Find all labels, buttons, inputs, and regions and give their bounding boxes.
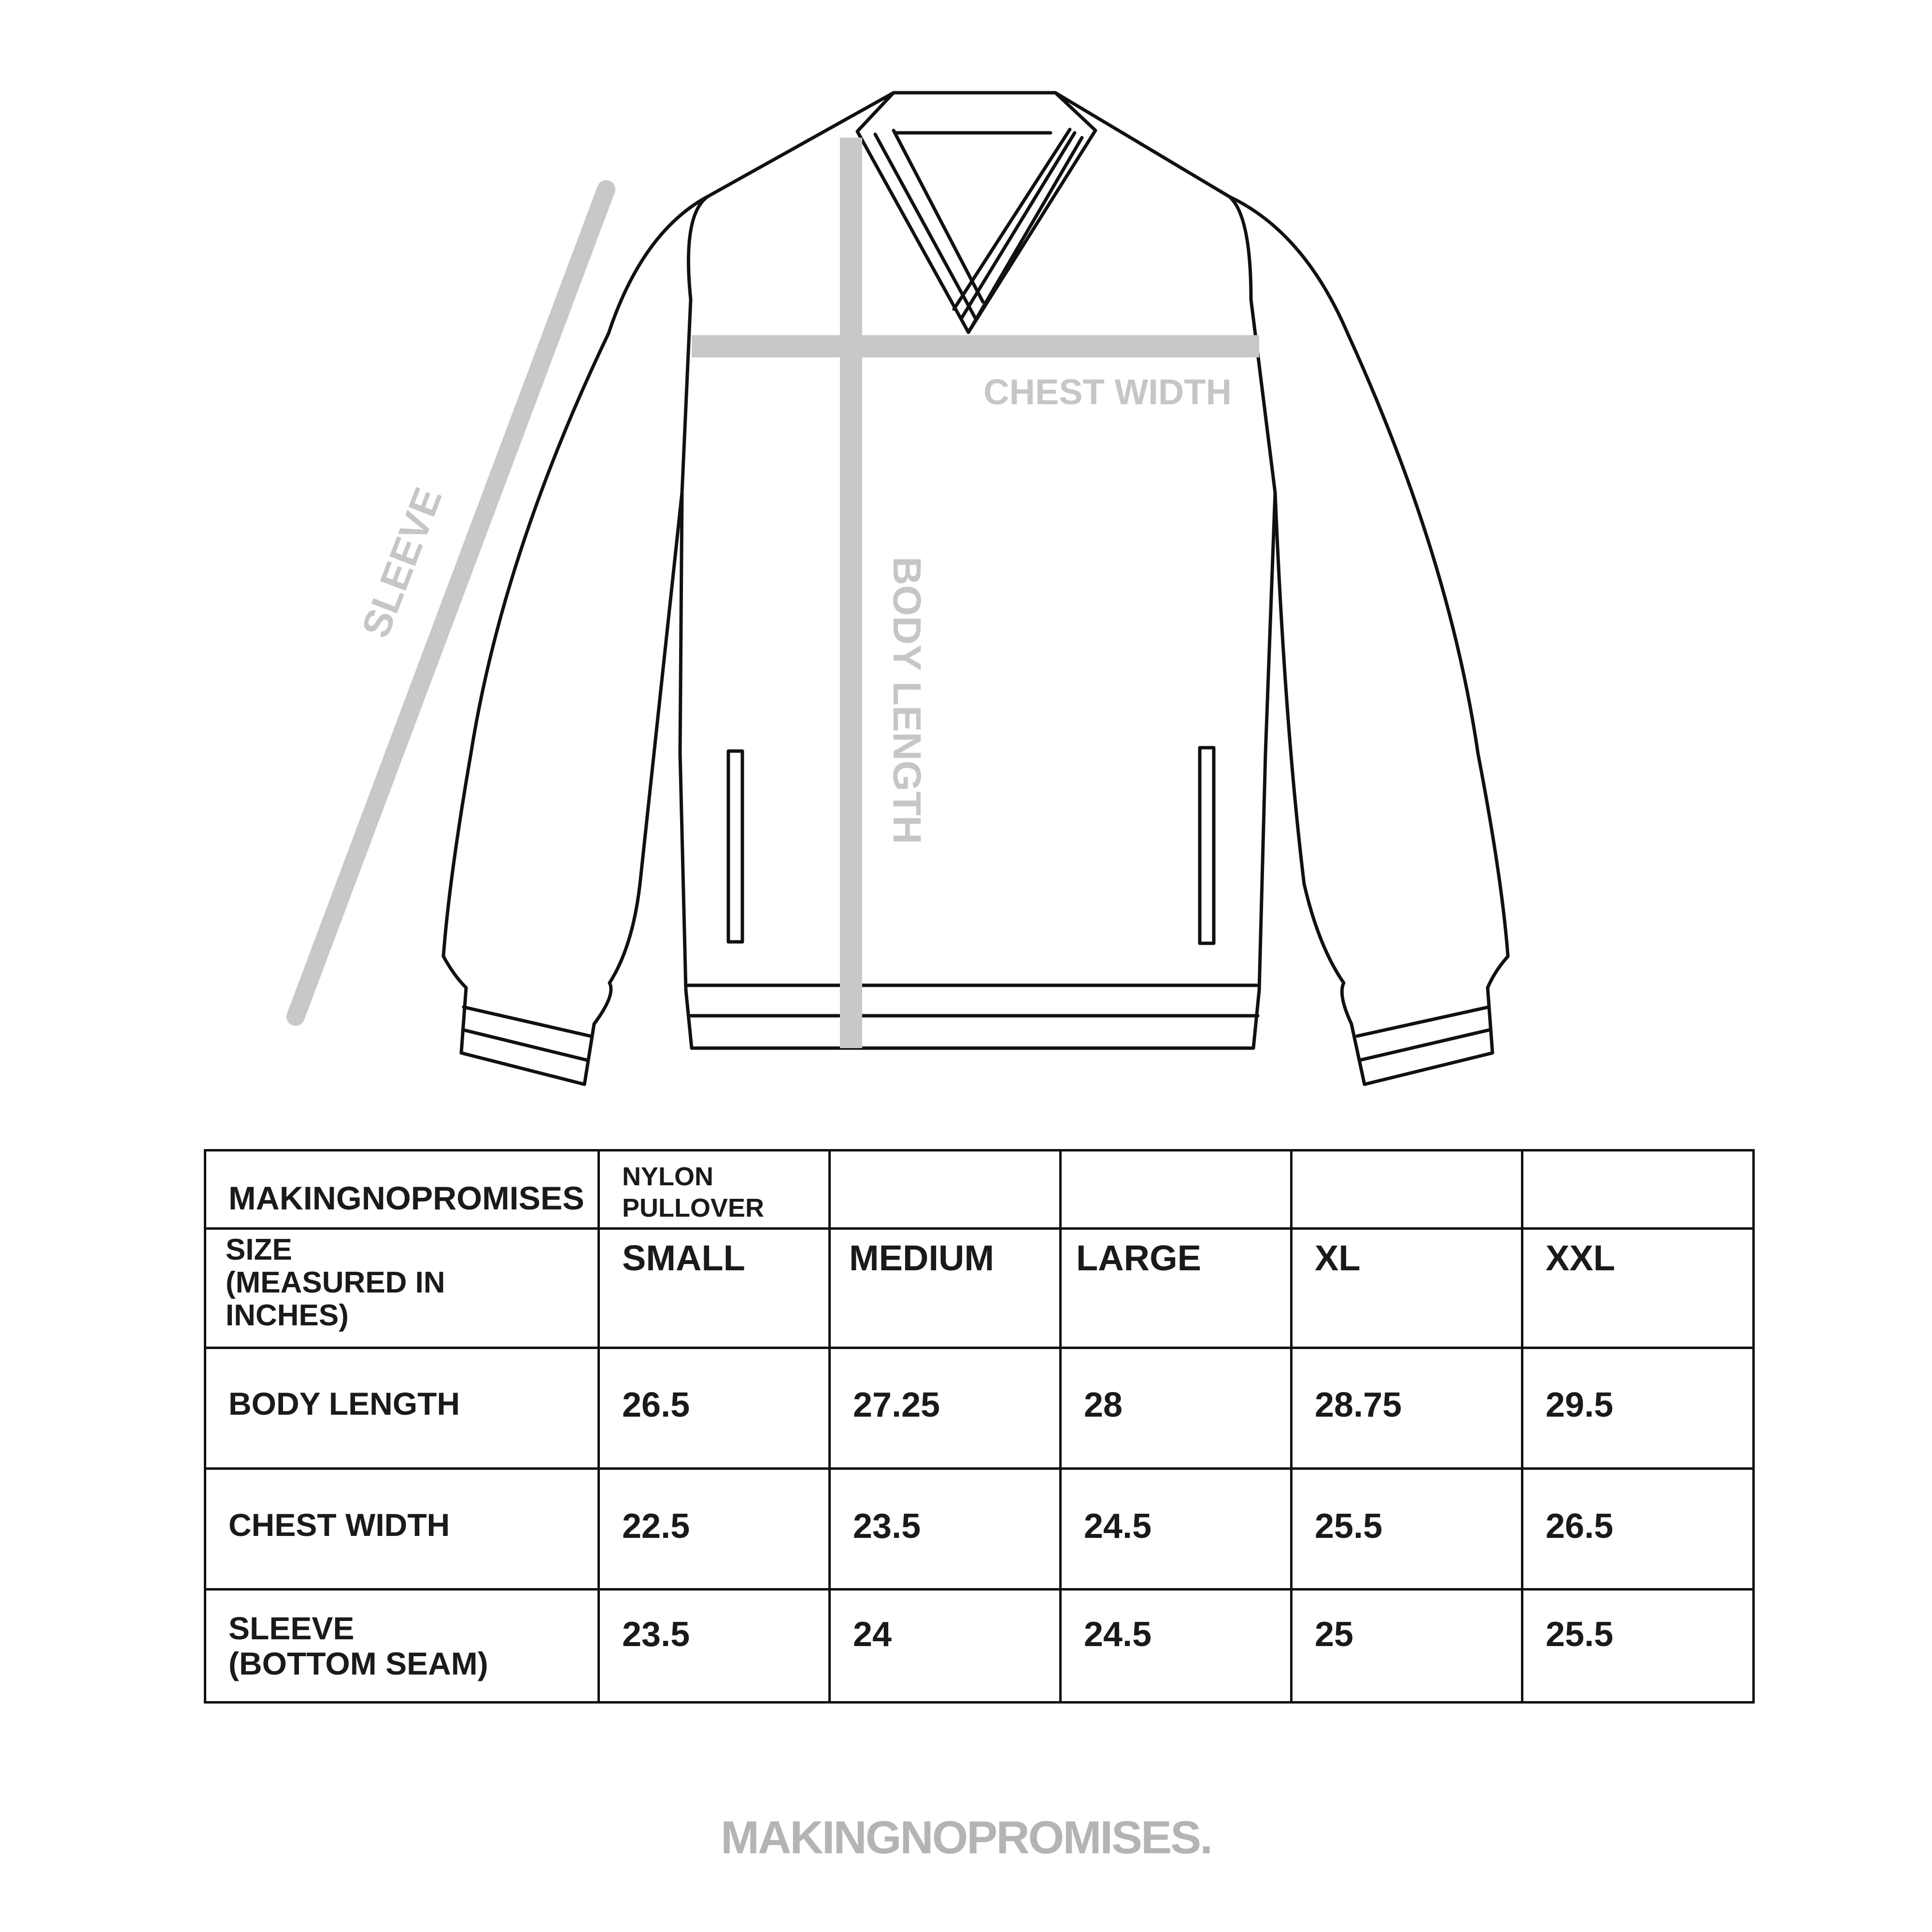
table-cell: 27.25 [830,1348,1061,1469]
table-cell: 28 [1061,1348,1292,1469]
size-xl-header: XL [1292,1229,1522,1348]
empty-cell [1292,1151,1522,1229]
table-header-row [205,1151,1754,1229]
chest-measure-label: CHEST WIDTH [983,372,1232,412]
table-cell: 26.5 [1522,1469,1754,1590]
table-cell: 29.5 [1522,1348,1754,1469]
empty-cell [830,1151,1061,1229]
table-cell: 23.5 [830,1469,1061,1590]
size-medium-header: MEDIUM [830,1229,1061,1348]
table-cell: 23.5 [599,1590,830,1703]
left-sleeve-outline [443,197,708,1084]
table-cell: 25 [1292,1590,1522,1703]
row-label-body-length: BODY LENGTH [205,1348,599,1469]
table-cell: 24.5 [1061,1469,1292,1590]
pullover-body-outline [680,93,1275,1048]
size-label: SIZE (MEASURED IN INCHES) [226,1233,445,1333]
size-chart-table [204,1149,1755,1704]
footer-brand-logo: MAKINGNOPROMISES. [721,1812,1211,1863]
row-label-sleeve: SLEEVE (BOTTOM SEAM) [205,1590,599,1703]
table-cell: 28.75 [1292,1348,1522,1469]
body-measure-label: BODY LENGTH [885,556,929,844]
table-row [205,1348,1754,1469]
table-row [205,1590,1754,1703]
table-cell: 25.5 [1292,1469,1522,1590]
brand-name: MAKINGNOPROMISES [228,1180,584,1217]
size-xxl-header: XXL [1522,1229,1754,1348]
table-cell: 24.5 [1061,1590,1292,1703]
brand-cell [205,1151,599,1229]
product-name: NYLON PULLOVER [622,1162,765,1222]
size-label-cell [205,1229,599,1348]
empty-cell [1522,1151,1754,1229]
table-row [205,1469,1754,1590]
table-cell: 26.5 [599,1348,830,1469]
sleeve-measure-label: SLEEVE [353,482,451,644]
table-cell: 22.5 [599,1469,830,1590]
size-large-header: LARGE [1061,1229,1292,1348]
size-header-row [205,1229,1754,1348]
table-cell: 24 [830,1590,1061,1703]
size-small-header: SMALL [599,1229,830,1348]
product-cell [599,1151,830,1229]
table-cell: 25.5 [1522,1590,1754,1703]
row-label-chest-width: CHEST WIDTH [205,1469,599,1590]
empty-cell [1061,1151,1292,1229]
